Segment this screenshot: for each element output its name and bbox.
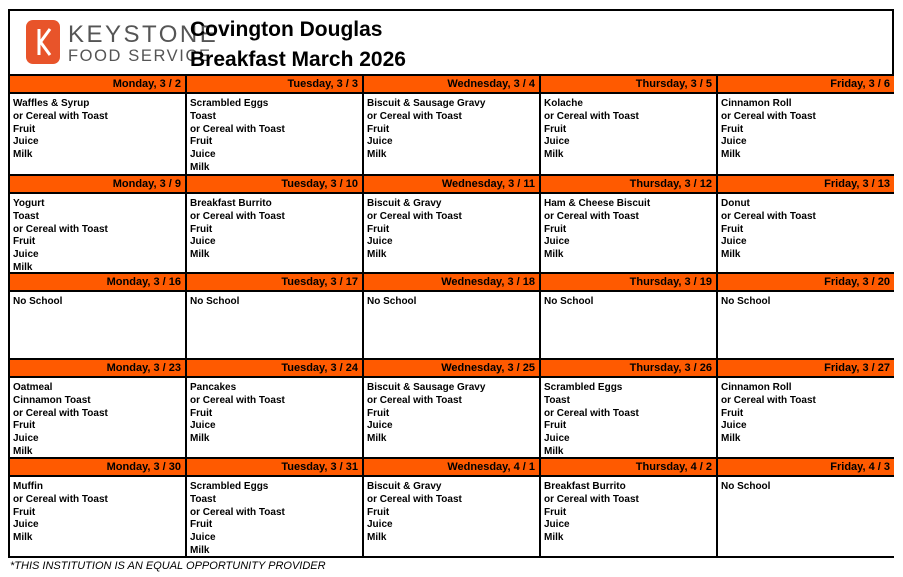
menu-item: Juice (13, 433, 39, 445)
menu-item: Fruit (13, 420, 36, 432)
menu-item: or Cereal with Toast (544, 493, 639, 505)
day-header: Monday, 3 / 23 (10, 360, 185, 378)
menu-item: Milk (190, 161, 210, 173)
menu-item: Fruit (721, 223, 744, 235)
menu-items (364, 194, 539, 262)
day-header: Tuesday, 3 / 3 (187, 76, 362, 94)
menu-items (10, 477, 185, 545)
day-header: Monday, 3 / 16 (10, 274, 185, 292)
menu-item: or Cereal with Toast (544, 210, 639, 222)
menu-item: Milk (13, 149, 33, 161)
menu-item: Fruit (721, 123, 744, 135)
menu-item: No School (721, 481, 771, 492)
logo-text-keystone: KEYSTONE (68, 21, 219, 48)
menu-item: Pancakes (190, 382, 237, 393)
day-cell (718, 459, 894, 556)
menu-item: Fruit (367, 407, 390, 419)
menu-items (541, 94, 716, 162)
menu-item: or Cereal with Toast (544, 407, 639, 419)
menu-items (187, 292, 362, 309)
menu-item: Fruit (190, 136, 213, 148)
calendar-grid (8, 74, 894, 558)
menu-item: Biscuit & Gravy (367, 198, 442, 209)
menu-item: Milk (721, 433, 741, 445)
menu-items (187, 194, 362, 262)
menu-item: Toast (544, 394, 570, 406)
menu-item: Cinnamon Roll (721, 382, 792, 393)
menu-item: Juice (190, 236, 216, 248)
menu-items (364, 378, 539, 446)
menu-item: Juice (544, 136, 570, 148)
day-cell (541, 459, 718, 556)
menu-item: Scrambled Eggs (544, 382, 623, 393)
menu-item: or Cereal with Toast (721, 110, 816, 122)
menu-item: Fruit (367, 123, 390, 135)
menu-item: Toast (13, 210, 39, 222)
menu-item: Donut (721, 198, 750, 209)
menu-item: Milk (190, 249, 210, 261)
menu-items (718, 94, 894, 162)
menu-items (718, 477, 894, 494)
day-header: Wednesday, 4 / 1 (364, 459, 539, 477)
day-header: Tuesday, 3 / 31 (187, 459, 362, 477)
menu-item: Muffin (13, 481, 43, 492)
menu-item: Milk (544, 249, 564, 261)
menu-item: Juice (721, 420, 747, 432)
menu-item: Fruit (544, 223, 567, 235)
menu-item: Fruit (544, 506, 567, 518)
day-header: Thursday, 3 / 12 (541, 176, 716, 194)
day-cell (187, 274, 364, 360)
day-header: Friday, 4 / 3 (718, 459, 894, 477)
menu-item: Milk (544, 445, 564, 457)
menu-items (10, 194, 185, 274)
menu-item: or Cereal with Toast (367, 394, 462, 406)
menu-item: No School (367, 296, 417, 307)
menu-item: Milk (544, 149, 564, 161)
menu-items (364, 94, 539, 162)
menu-item: or Cereal with Toast (367, 493, 462, 505)
menu-item: Fruit (190, 519, 213, 531)
logo-text-food-service: FOOD SERVICE (68, 47, 212, 65)
day-header: Tuesday, 3 / 24 (187, 360, 362, 378)
menu-item: Biscuit & Sausage Gravy (367, 382, 486, 393)
menu-items (541, 378, 716, 459)
menu-item: or Cereal with Toast (544, 110, 639, 122)
menu-item: Juice (190, 532, 216, 544)
menu-item: Toast (190, 493, 216, 505)
menu-item: Breakfast Burrito (190, 198, 272, 209)
menu-item: or Cereal with Toast (190, 506, 285, 518)
day-cell (10, 176, 187, 274)
menu-item: or Cereal with Toast (367, 210, 462, 222)
menu-item: Milk (190, 544, 210, 556)
menu-item: Milk (13, 445, 33, 457)
menu-item: Fruit (190, 223, 213, 235)
day-cell (718, 274, 894, 360)
menu-item: Milk (13, 261, 33, 273)
school-name: Covington Douglas (190, 18, 383, 41)
day-cell (187, 360, 364, 459)
menu-items (10, 378, 185, 459)
menu-items (10, 94, 185, 162)
menu-item: Yogurt (13, 198, 45, 209)
menu-item: Fruit (13, 506, 36, 518)
day-header: Thursday, 3 / 5 (541, 76, 716, 94)
menu-item: Fruit (721, 407, 744, 419)
menu-header (8, 9, 894, 74)
day-header: Friday, 3 / 13 (718, 176, 894, 194)
day-cell (718, 76, 894, 176)
menu-item: Biscuit & Sausage Gravy (367, 98, 486, 109)
menu-item: Fruit (13, 123, 36, 135)
menu-item: Juice (367, 136, 393, 148)
menu-items (187, 378, 362, 446)
menu-items (541, 292, 716, 309)
day-cell (10, 459, 187, 556)
keystone-k-icon (26, 20, 60, 64)
menu-item: No School (544, 296, 594, 307)
menu-item: Cinnamon Toast (13, 394, 91, 406)
menu-item: Milk (13, 532, 33, 544)
day-cell (541, 176, 718, 274)
menu-items (718, 378, 894, 446)
day-cell (364, 176, 541, 274)
menu-item: Milk (367, 433, 387, 445)
day-cell (718, 176, 894, 274)
day-cell (718, 360, 894, 459)
day-cell (10, 76, 187, 176)
day-header: Tuesday, 3 / 10 (187, 176, 362, 194)
menu-item: Juice (13, 519, 39, 531)
menu-item: Biscuit & Gravy (367, 481, 442, 492)
menu-item: or Cereal with Toast (721, 210, 816, 222)
menu-items (10, 292, 185, 309)
day-cell (541, 360, 718, 459)
menu-item: No School (13, 296, 63, 307)
day-cell (187, 176, 364, 274)
day-header: Thursday, 3 / 19 (541, 274, 716, 292)
menu-item: Juice (13, 249, 39, 261)
menu-item: Juice (544, 519, 570, 531)
menu-items (187, 94, 362, 175)
menu-item: Milk (367, 149, 387, 161)
day-header: Wednesday, 3 / 11 (364, 176, 539, 194)
menu-items (718, 194, 894, 262)
day-header: Thursday, 3 / 26 (541, 360, 716, 378)
menu-item: Juice (367, 420, 393, 432)
day-cell (187, 76, 364, 176)
day-cell (541, 76, 718, 176)
menu-item: Juice (721, 236, 747, 248)
menu-item: Juice (13, 136, 39, 148)
day-header: Monday, 3 / 9 (10, 176, 185, 194)
menu-item: Kolache (544, 98, 583, 109)
day-cell (10, 274, 187, 360)
day-cell (364, 459, 541, 556)
menu-item: or Cereal with Toast (190, 123, 285, 135)
footer-note: *THIS INSTITUTION IS AN EQUAL OPPORTUNITY PROVIDER (10, 560, 326, 572)
menu-items (364, 477, 539, 545)
menu-item: Breakfast Burrito (544, 481, 626, 492)
day-header: Thursday, 4 / 2 (541, 459, 716, 477)
menu-items (541, 477, 716, 545)
keystone-logo (18, 17, 219, 69)
day-cell (364, 76, 541, 176)
menu-items (187, 477, 362, 556)
day-header: Friday, 3 / 20 (718, 274, 894, 292)
menu-item: Juice (721, 136, 747, 148)
menu-item: or Cereal with Toast (13, 223, 108, 235)
menu-item: Fruit (367, 506, 390, 518)
menu-items (541, 194, 716, 262)
day-cell (364, 360, 541, 459)
day-header: Monday, 3 / 2 (10, 76, 185, 94)
menu-item: or Cereal with Toast (367, 110, 462, 122)
menu-item: No School (721, 296, 771, 307)
menu-item: Ham & Cheese Biscuit (544, 198, 651, 209)
day-header: Monday, 3 / 30 (10, 459, 185, 477)
menu-items (718, 292, 894, 309)
menu-item: Scrambled Eggs (190, 98, 269, 109)
menu-item: No School (190, 296, 240, 307)
menu-item: Juice (190, 149, 216, 161)
menu-item: Juice (544, 433, 570, 445)
menu-item: or Cereal with Toast (13, 493, 108, 505)
menu-item: Fruit (544, 123, 567, 135)
menu-item: Milk (544, 532, 564, 544)
day-header: Tuesday, 3 / 17 (187, 274, 362, 292)
menu-item: or Cereal with Toast (13, 407, 108, 419)
day-header: Friday, 3 / 27 (718, 360, 894, 378)
menu-item: Milk (367, 532, 387, 544)
menu-item: Milk (367, 249, 387, 261)
day-cell (187, 459, 364, 556)
menu-item: Scrambled Eggs (190, 481, 269, 492)
menu-item: Milk (190, 433, 210, 445)
menu-item: Fruit (544, 420, 567, 432)
menu-item: or Cereal with Toast (13, 110, 108, 122)
menu-item: Milk (721, 149, 741, 161)
menu-title: Breakfast March 2026 (190, 48, 406, 71)
menu-item: Fruit (367, 223, 390, 235)
menu-item: Cinnamon Roll (721, 98, 792, 109)
day-cell (541, 274, 718, 360)
day-cell (364, 274, 541, 360)
menu-item: Fruit (190, 407, 213, 419)
menu-item: Oatmeal (13, 382, 53, 393)
menu-item: Juice (367, 236, 393, 248)
day-header: Wednesday, 3 / 4 (364, 76, 539, 94)
day-header: Wednesday, 3 / 25 (364, 360, 539, 378)
menu-item: Juice (544, 236, 570, 248)
menu-item: Milk (721, 249, 741, 261)
day-header: Wednesday, 3 / 18 (364, 274, 539, 292)
day-header: Friday, 3 / 6 (718, 76, 894, 94)
menu-item: or Cereal with Toast (190, 394, 285, 406)
menu-item: Juice (190, 420, 216, 432)
menu-item: Fruit (13, 236, 36, 248)
menu-item: Waffles & Syrup (13, 98, 90, 109)
menu-item: or Cereal with Toast (721, 394, 816, 406)
menu-items (364, 292, 539, 309)
day-cell (10, 360, 187, 459)
menu-item: Juice (367, 519, 393, 531)
menu-item: Toast (190, 110, 216, 122)
menu-item: or Cereal with Toast (190, 210, 285, 222)
